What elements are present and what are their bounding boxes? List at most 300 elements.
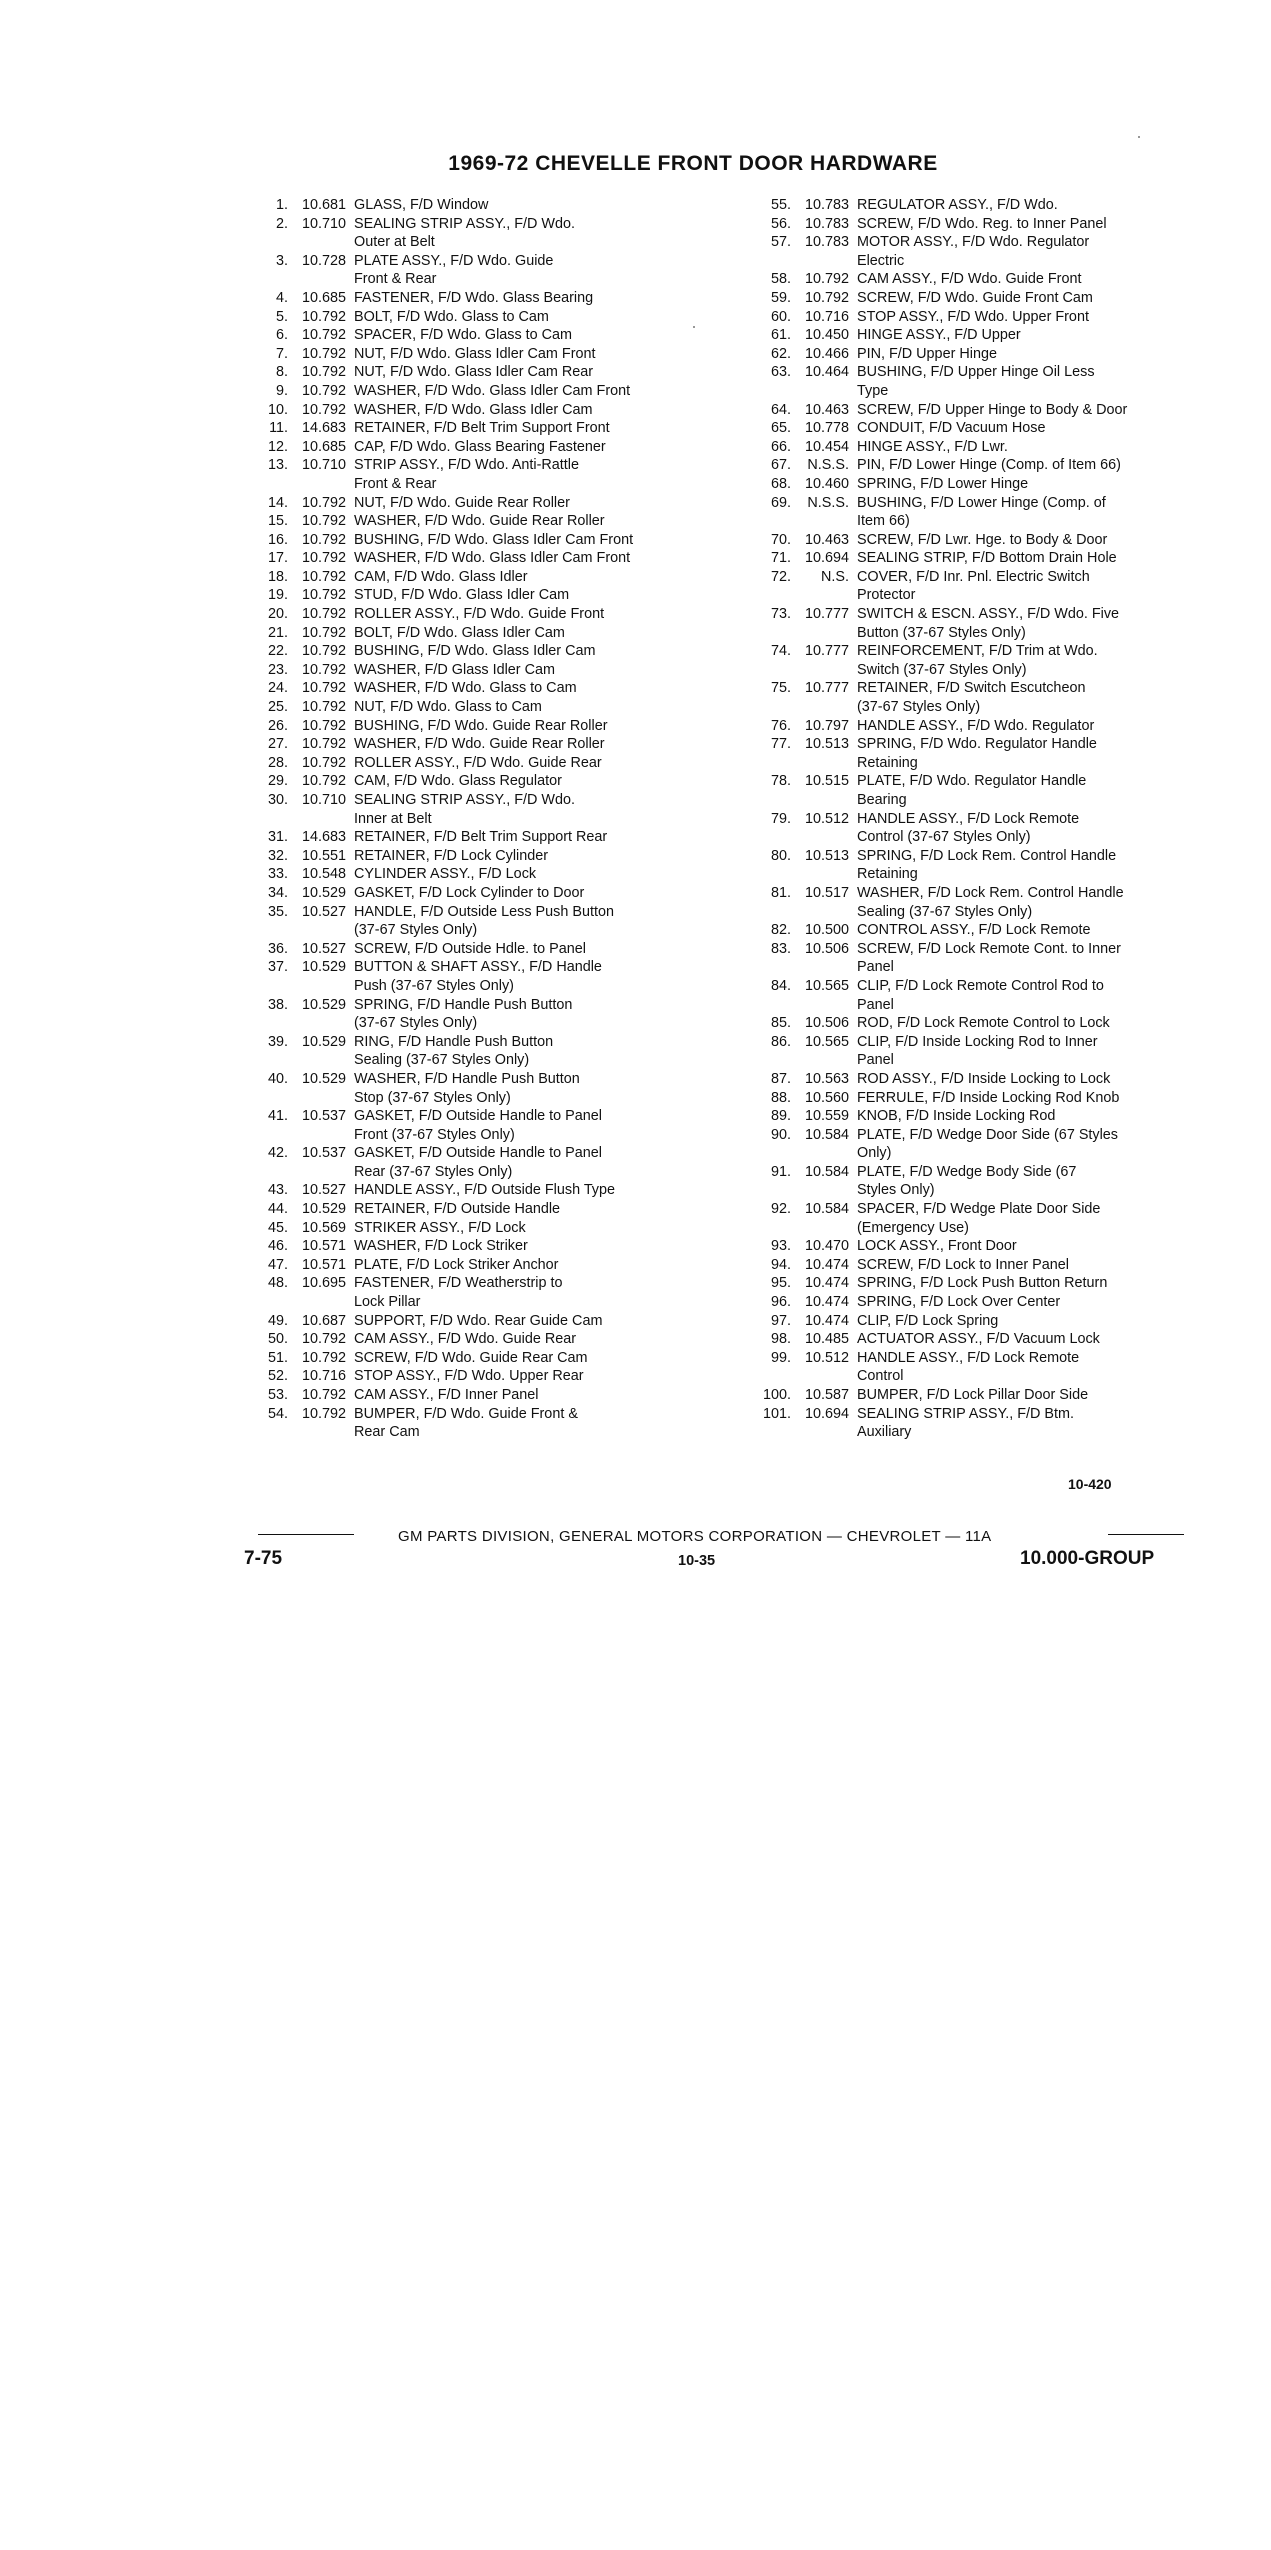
part-description: ROD ASSY., F/D Inside Locking to Lock: [857, 1070, 1111, 1087]
item-number: 46.: [267, 1238, 288, 1255]
footer-group: 10.000-GROUP: [1020, 1548, 1155, 1569]
part-description: PLATE, F/D Lock Striker Anchor: [354, 1256, 559, 1273]
part-description: MOTOR ASSY., F/D Wdo. Regulator Electric: [857, 234, 1090, 269]
part-description: SEALING STRIP ASSY., F/D Btm. Auxiliary: [857, 1405, 1074, 1441]
part-entry: [252, 940, 722, 959]
part-entry: [755, 735, 1225, 772]
part-entry: [252, 401, 722, 420]
part-description: CAP, F/D Wdo. Glass Bearing Fastener: [354, 438, 606, 455]
item-number: 4.: [275, 289, 288, 306]
group-number: 10.563: [804, 1070, 849, 1087]
group-number: N.S.S.: [807, 457, 849, 474]
item-number: 9.: [275, 382, 288, 399]
item-number: 96.: [770, 1294, 791, 1311]
item-number: 73.: [770, 606, 791, 623]
part-entry: [252, 494, 722, 513]
part-entry: [755, 568, 1225, 605]
part-description: RETAINER, F/D Switch Escutcheon (37-67 Styles Only): [857, 680, 1086, 716]
part-entry: [252, 958, 722, 995]
group-number: 10.565: [804, 1033, 849, 1050]
part-description: KNOB, F/D Inside Locking Rod: [857, 1108, 1056, 1125]
part-description: FASTENER, F/D Wdo. Glass Bearing: [354, 289, 594, 306]
part-description: BUTTON & SHAFT ASSY., F/D Handle Push (37-67 Styles Only): [354, 959, 602, 994]
part-description: BOLT, F/D Wdo. Glass Idler Cam: [354, 624, 565, 641]
group-number: 10.512: [804, 810, 849, 827]
item-number: 79.: [770, 810, 791, 827]
part-description: BUSHING, F/D Wdo. Guide Rear Roller: [354, 717, 608, 734]
group-number: 10.464: [804, 364, 849, 381]
group-number: 10.792: [301, 1349, 346, 1366]
part-entry: [252, 1237, 722, 1256]
part-entry: [755, 456, 1225, 475]
item-number: 87.: [770, 1070, 791, 1087]
part-description: PLATE, F/D Wdo. Regulator Handle Bearing: [857, 773, 1087, 808]
group-number: 10.548: [301, 866, 346, 883]
item-number: 74.: [770, 643, 791, 660]
group-number: N.S.: [821, 568, 849, 585]
part-entry: [755, 642, 1225, 679]
part-entry: [252, 1349, 722, 1368]
group-number: 10.587: [804, 1387, 849, 1403]
part-description: PLATE, F/D Wedge Door Side (67 Styles Only): [857, 1126, 1119, 1162]
item-number: 45.: [267, 1219, 288, 1236]
group-number: 10.792: [301, 1387, 346, 1403]
part-entry: [755, 270, 1225, 289]
part-description: BOLT, F/D Wdo. Glass to Cam: [354, 308, 549, 325]
part-description: RETAINER, F/D Belt Trim Support Front: [354, 420, 610, 437]
group-number: 10.792: [301, 550, 346, 567]
part-description: SCREW, F/D Lock to Inner Panel: [857, 1256, 1069, 1273]
group-number: 10.797: [804, 717, 849, 734]
part-entry: [252, 196, 722, 215]
group-number: 10.527: [301, 1182, 346, 1199]
part-description: HANDLE ASSY., F/D Wdo. Regulator: [857, 717, 1095, 734]
group-number: 10.792: [301, 568, 346, 585]
group-number: 10.792: [301, 308, 346, 325]
part-entry: [755, 438, 1225, 457]
part-description: STRIKER ASSY., F/D Lock: [354, 1219, 526, 1236]
part-description: NUT, F/D Wdo. Glass Idler Cam Rear: [354, 364, 594, 381]
part-entry: [755, 531, 1225, 550]
group-number: 10.792: [301, 382, 346, 399]
part-entry: [252, 512, 722, 531]
item-number: 19.: [267, 587, 288, 604]
item-number: 57.: [770, 234, 791, 251]
part-entry: [755, 345, 1225, 364]
part-entry: [252, 1181, 722, 1200]
group-number: 10.681: [301, 197, 346, 213]
item-number: 50.: [267, 1331, 288, 1348]
part-entry: [252, 586, 722, 605]
part-entry: [755, 772, 1225, 809]
part-description: CAM, F/D Wdo. Glass Regulator: [354, 773, 562, 790]
group-number: 10.450: [804, 327, 849, 344]
group-number: 10.792: [301, 513, 346, 530]
part-description: PLATE, F/D Wedge Body Side (67 Styles Only): [857, 1163, 1077, 1199]
part-entry: [755, 605, 1225, 642]
part-description: CONDUIT, F/D Vacuum Hose: [857, 420, 1046, 437]
group-number: 10.792: [301, 531, 346, 548]
part-entry: [252, 828, 722, 847]
part-entry: [755, 196, 1225, 215]
part-description: CAM ASSY., F/D Wdo. Guide Front: [857, 271, 1082, 288]
group-number: 10.716: [301, 1368, 346, 1385]
group-number: 10.728: [301, 252, 346, 269]
part-description: GASKET, F/D Outside Handle to Panel Front (37-67 Styles Only): [354, 1108, 602, 1143]
part-entry: [755, 401, 1225, 420]
item-number: 51.: [267, 1349, 288, 1366]
item-number: 92.: [770, 1201, 791, 1218]
part-entry: [252, 308, 722, 327]
part-entry: [252, 717, 722, 736]
part-entry: [252, 568, 722, 587]
item-number: 78.: [770, 773, 791, 790]
part-entry: [755, 494, 1225, 531]
item-number: 71.: [770, 550, 791, 567]
part-entry: [252, 531, 722, 550]
item-number: 85.: [770, 1015, 791, 1032]
part-description: WASHER, F/D Wdo. Glass Idler Cam: [354, 401, 593, 418]
item-number: 27.: [267, 736, 288, 753]
part-description: WASHER, F/D Wdo. Glass Idler Cam Front: [354, 382, 631, 399]
group-number: 10.685: [301, 438, 346, 455]
part-description: FERRULE, F/D Inside Locking Rod Knob: [857, 1089, 1120, 1106]
part-entry: [755, 308, 1225, 327]
group-number: 10.474: [804, 1275, 849, 1292]
part-description: SPACER, F/D Wedge Plate Door Side (Emergency Use): [857, 1201, 1101, 1236]
part-entry: [755, 1070, 1225, 1089]
part-description: RING, F/D Handle Push Button Sealing (37-67 Styles Only): [354, 1033, 554, 1069]
item-number: 22.: [267, 643, 288, 660]
part-description: BUMPER, F/D Lock Pillar Door Side: [857, 1387, 1089, 1403]
part-entry: [252, 345, 722, 364]
part-description: CAM, F/D Wdo. Glass Idler: [354, 568, 528, 585]
item-number: 17.: [267, 550, 288, 567]
part-description: WASHER, F/D Lock Rem. Control Handle Sealing (37-67 Styles Only): [857, 884, 1124, 920]
item-number: 33.: [267, 866, 288, 883]
item-number: 5.: [275, 308, 288, 325]
illustration-reference: 10-420: [1068, 1476, 1112, 1492]
group-number: 10.513: [804, 847, 849, 864]
item-number: 21.: [267, 624, 288, 641]
part-description: NUT, F/D Wdo. Guide Rear Roller: [354, 494, 570, 511]
footer-rule-right: [1108, 1534, 1184, 1535]
item-number: 30.: [267, 792, 288, 808]
item-number: 95.: [770, 1275, 791, 1292]
part-description: SCREW, F/D Upper Hinge to Body & Door: [857, 401, 1128, 418]
item-number: 75.: [770, 680, 791, 697]
part-description: BUSHING, F/D Wdo. Glass Idler Cam: [354, 643, 596, 660]
group-number: 10.529: [301, 884, 346, 901]
part-entry: [755, 810, 1225, 847]
group-number: 10.565: [804, 977, 849, 994]
group-number: 10.792: [301, 643, 346, 660]
item-number: 89.: [770, 1108, 791, 1125]
part-description: BUSHING, F/D Lower Hinge (Comp. of Item 66): [857, 494, 1106, 530]
group-number: 10.792: [301, 773, 346, 790]
part-entry: [755, 1386, 1225, 1405]
part-description: WASHER, F/D Wdo. Glass to Cam: [354, 680, 577, 697]
group-number: 10.792: [301, 754, 346, 771]
group-number: 10.792: [301, 345, 346, 362]
part-entry: [755, 1349, 1225, 1386]
part-entry: [252, 865, 722, 884]
part-entry: [252, 1256, 722, 1275]
group-number: 10.783: [804, 234, 849, 251]
group-number: 10.783: [804, 197, 849, 213]
item-number: 97.: [770, 1312, 791, 1329]
group-number: 10.792: [301, 661, 346, 678]
item-number: 26.: [267, 717, 288, 734]
item-number: 49.: [267, 1312, 288, 1329]
item-number: 101.: [762, 1405, 791, 1422]
group-number: 10.474: [804, 1312, 849, 1329]
part-entry: [755, 940, 1225, 977]
item-number: 58.: [770, 271, 791, 288]
group-number: 10.529: [301, 1070, 346, 1087]
group-number: 10.512: [804, 1349, 849, 1366]
group-number: 10.792: [301, 587, 346, 604]
parts-list-right: [755, 196, 1225, 1442]
part-description: CAM ASSY., F/D Wdo. Guide Rear: [354, 1331, 577, 1348]
part-entry: [755, 289, 1225, 308]
part-entry: [252, 1219, 722, 1238]
part-description: STUD, F/D Wdo. Glass Idler Cam: [354, 587, 570, 604]
part-description: CLIP, F/D Lock Remote Control Rod to Panel: [857, 977, 1104, 1013]
part-entry: [252, 438, 722, 457]
part-entry: [755, 363, 1225, 400]
item-number: 31.: [267, 829, 288, 846]
part-entry: [252, 661, 722, 680]
group-number: 10.470: [804, 1238, 849, 1255]
part-entry: [252, 698, 722, 717]
item-number: 47.: [267, 1256, 288, 1273]
group-number: 10.694: [804, 1405, 849, 1422]
part-description: NUT, F/D Wdo. Glass to Cam: [354, 699, 542, 716]
item-number: 56.: [770, 215, 791, 232]
group-number: 10.460: [804, 475, 849, 492]
part-entry: [755, 1163, 1225, 1200]
part-entry: [252, 679, 722, 698]
group-number: 10.569: [301, 1219, 346, 1236]
part-description: REGULATOR ASSY., F/D Wdo.: [857, 197, 1058, 213]
item-number: 64.: [770, 401, 791, 418]
part-entry: [252, 735, 722, 754]
part-entry: [252, 252, 722, 289]
item-number: 24.: [267, 680, 288, 697]
item-number: 7.: [275, 345, 288, 362]
part-entry: [755, 1200, 1225, 1237]
group-number: 14.683: [301, 829, 346, 846]
part-description: CLIP, F/D Lock Spring: [857, 1312, 999, 1329]
item-number: 29.: [267, 773, 288, 790]
part-entry: [252, 456, 722, 493]
footer-page-number: 10-35: [678, 1553, 716, 1569]
item-number: 15.: [267, 513, 288, 530]
group-number: 10.792: [301, 494, 346, 511]
scan-speck: [693, 326, 695, 328]
part-description: SPRING, F/D Lock Rem. Control Handle Retaining: [857, 847, 1117, 883]
item-number: 13.: [267, 457, 288, 474]
group-number: 10.792: [804, 289, 849, 306]
item-number: 25.: [267, 699, 288, 716]
part-description: ACTUATOR ASSY., F/D Vacuum Lock: [857, 1331, 1100, 1348]
part-entry: [252, 847, 722, 866]
group-number: 10.777: [804, 643, 849, 660]
item-number: 65.: [770, 420, 791, 437]
part-entry: [252, 1312, 722, 1331]
group-number: 10.466: [804, 345, 849, 362]
item-number: 20.: [267, 606, 288, 623]
part-entry: [252, 1200, 722, 1219]
item-number: 14.: [267, 494, 288, 511]
part-entry: [252, 549, 722, 568]
item-number: 76.: [770, 717, 791, 734]
part-description: LOCK ASSY., Front Door: [857, 1238, 1017, 1255]
group-number: 10.559: [804, 1108, 849, 1125]
part-description: CLIP, F/D Inside Locking Rod to Inner Panel: [857, 1033, 1098, 1069]
footer-publisher: GM PARTS DIVISION, GENERAL MOTORS CORPORATION — CHEVROLET — 11A: [398, 1528, 992, 1545]
part-description: SCREW, F/D Wdo. Guide Front Cam: [857, 289, 1093, 306]
item-number: 38.: [267, 996, 288, 1013]
part-description: GASKET, F/D Outside Handle to Panel Rear (37-67 Styles Only): [354, 1145, 602, 1180]
group-number: 10.695: [301, 1275, 346, 1292]
item-number: 32.: [267, 847, 288, 864]
item-number: 82.: [770, 922, 791, 939]
part-description: SUPPORT, F/D Wdo. Rear Guide Cam: [354, 1312, 603, 1329]
part-entry: [755, 1274, 1225, 1293]
item-number: 42.: [267, 1145, 288, 1162]
item-number: 67.: [770, 457, 791, 474]
item-number: 53.: [267, 1387, 288, 1403]
group-number: 10.529: [301, 1033, 346, 1050]
part-description: SWITCH & ESCN. ASSY., F/D Wdo. Five Button (37-67 Styles Only): [857, 606, 1120, 641]
group-number: 10.792: [301, 364, 346, 381]
part-description: CAM ASSY., F/D Inner Panel: [354, 1387, 539, 1403]
part-entry: [755, 1256, 1225, 1275]
group-number: 10.474: [804, 1256, 849, 1273]
part-description: SPRING, F/D Wdo. Regulator Handle Retaining: [857, 736, 1097, 771]
item-number: 2.: [275, 215, 288, 232]
item-number: 59.: [770, 289, 791, 306]
part-entry: [252, 754, 722, 773]
item-number: 3.: [275, 252, 288, 269]
group-number: 10.529: [301, 1201, 346, 1218]
item-number: 90.: [770, 1126, 791, 1143]
item-number: 52.: [267, 1368, 288, 1385]
part-description: SEALING STRIP ASSY., F/D Wdo. Inner at Belt: [354, 792, 576, 827]
part-description: RETAINER, F/D Lock Cylinder: [354, 847, 549, 864]
part-entry: [252, 1107, 722, 1144]
part-entry: [755, 884, 1225, 921]
part-description: STOP ASSY., F/D Wdo. Upper Rear: [354, 1368, 584, 1385]
part-description: PIN, F/D Lower Hinge (Comp. of Item 66): [857, 457, 1121, 474]
group-number: 10.792: [301, 606, 346, 623]
parts-list-left: [252, 196, 722, 1442]
group-number: 10.778: [804, 420, 849, 437]
part-entry: [252, 1274, 722, 1311]
part-description: SPRING, F/D Lower Hinge: [857, 475, 1029, 492]
item-number: 39.: [267, 1033, 288, 1050]
part-entry: [755, 1107, 1225, 1126]
group-number: 10.517: [804, 884, 849, 901]
item-number: 12.: [267, 438, 288, 455]
part-description: WASHER, F/D Wdo. Guide Rear Roller: [354, 513, 605, 530]
group-number: 10.454: [804, 438, 849, 455]
item-number: 8.: [275, 364, 288, 381]
part-description: SCREW, F/D Lock Remote Cont. to Inner Panel: [857, 940, 1121, 976]
part-entry: [252, 624, 722, 643]
part-description: SCREW, F/D Wdo. Guide Rear Cam: [354, 1349, 588, 1366]
item-number: 63.: [770, 364, 791, 381]
part-description: SPACER, F/D Wdo. Glass to Cam: [354, 327, 573, 344]
item-number: 23.: [267, 661, 288, 678]
group-number: 10.463: [804, 531, 849, 548]
group-number: 10.529: [301, 959, 346, 976]
item-number: 80.: [770, 847, 791, 864]
group-number: 10.515: [804, 773, 849, 790]
group-number: 10.792: [301, 1405, 346, 1422]
group-number: 10.710: [301, 457, 346, 474]
part-entry: [755, 215, 1225, 234]
part-entry: [755, 233, 1225, 270]
part-description: STOP ASSY., F/D Wdo. Upper Front: [857, 308, 1089, 325]
part-entry: [252, 1330, 722, 1349]
part-description: CONTROL ASSY., F/D Lock Remote: [857, 922, 1091, 939]
part-description: BUMPER, F/D Wdo. Guide Front & Rear Cam: [354, 1405, 578, 1441]
group-number: 10.792: [301, 680, 346, 697]
group-number: 10.685: [301, 289, 346, 306]
part-description: ROLLER ASSY., F/D Wdo. Guide Front: [354, 606, 605, 623]
item-number: 6.: [275, 327, 288, 344]
part-entry: [252, 1405, 722, 1442]
part-description: RETAINER, F/D Outside Handle: [354, 1201, 561, 1218]
item-number: 93.: [770, 1238, 791, 1255]
part-description: REINFORCEMENT, F/D Trim at Wdo. Switch (37-67 Styles Only): [857, 643, 1098, 678]
group-number: 14.683: [301, 420, 346, 437]
part-description: SCREW, F/D Outside Hdle. to Panel: [354, 940, 586, 957]
item-number: 41.: [267, 1108, 288, 1125]
part-entry: [755, 326, 1225, 345]
group-number: 10.527: [301, 940, 346, 957]
item-number: 43.: [267, 1182, 288, 1199]
group-number: 10.537: [301, 1108, 346, 1125]
item-number: 83.: [770, 940, 791, 957]
part-description: SPRING, F/D Handle Push Button (37-67 Styles Only): [354, 996, 573, 1032]
item-number: 72.: [770, 568, 791, 585]
part-entry: [755, 921, 1225, 940]
part-description: STRIP ASSY., F/D Wdo. Anti-Rattle Front & Rear: [354, 457, 580, 492]
part-entry: [755, 1126, 1225, 1163]
part-entry: [755, 475, 1225, 494]
part-entry: [755, 679, 1225, 716]
part-description: SCREW, F/D Wdo. Reg. to Inner Panel: [857, 215, 1107, 232]
group-number: 10.777: [804, 680, 849, 697]
part-entry: [755, 1089, 1225, 1108]
item-number: 66.: [770, 438, 791, 455]
item-number: 40.: [267, 1070, 288, 1087]
part-entry: [252, 884, 722, 903]
page-title: 1969-72 CHEVELLE FRONT DOOR HARDWARE: [448, 152, 938, 175]
group-number: 10.584: [804, 1163, 849, 1180]
part-entry: [252, 382, 722, 401]
part-entry: [755, 1237, 1225, 1256]
part-entry: [755, 1330, 1225, 1349]
part-entry: [252, 1033, 722, 1070]
part-description: SPRING, F/D Lock Over Center: [857, 1294, 1061, 1311]
group-number: 10.551: [301, 847, 346, 864]
part-entry: [755, 549, 1225, 568]
